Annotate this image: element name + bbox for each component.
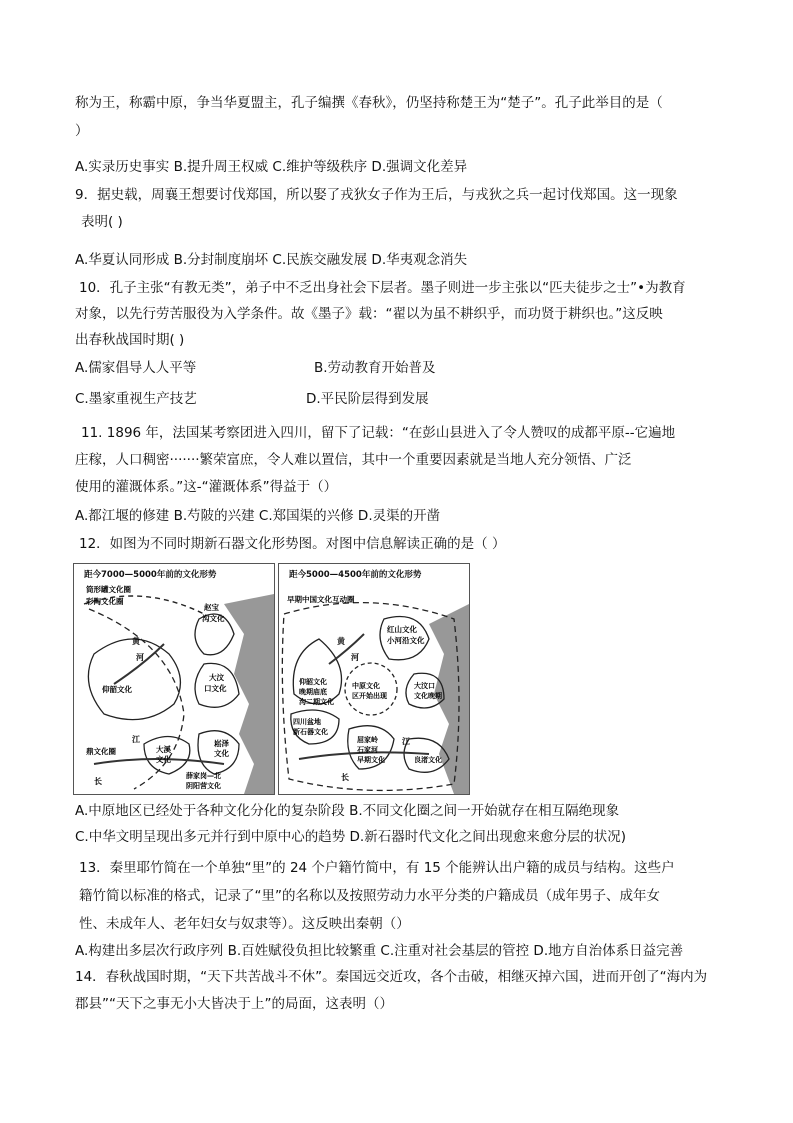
q12-options-cd: C.中华文明呈现出多元并行到中原中心的趋势 D.新石器时代文化之间出现愈来愈分层的状况)	[75, 829, 626, 845]
map1-label: 江	[132, 735, 140, 744]
q10-stem-line1: 10．孔子主张“有教无类”，弟子中不乏出身社会下层者。墨子则进一步主张以“匹夫徒步之士”•为教育	[79, 280, 686, 296]
map2-label: 四川盆地	[293, 718, 321, 726]
q11-stem-line2: 庄稼，人口稠密·······繁荣富庶，令人难以置信，其中一个重要因素就是当地人充分领悟、广泛	[75, 452, 632, 468]
map2-label: 仰韶文化	[299, 678, 327, 686]
q13-stem-line2: 籍竹简以标准的格式，记录了“里”的名称以及按照劳动力水平分类的户籍成员（成年男子、成年女	[79, 888, 660, 904]
q10-option-d: D.平民阶层得到发展	[306, 391, 429, 407]
map2-label: 早期文化	[357, 756, 385, 764]
map2-label: 良渚文化	[414, 756, 442, 764]
map1-label: 河	[136, 653, 144, 662]
q12-options-ab: A.中原地区已经处于各种文化分化的复杂阶段 B.不同文化圈之间一开始就存在相互隔绝现象	[75, 803, 620, 819]
map-5000-4500	[278, 563, 470, 795]
map2-label: 黄	[337, 637, 345, 646]
map2-label: 文化晚期	[414, 692, 442, 700]
q11-stem-line1: 11. 1896 年，法国某考察团进入四川，留下了记载：“在彭山县进入了令人赞叹的成都平原--它遍地	[81, 425, 676, 441]
q10-option-a: A.儒家倡导人人平等	[75, 360, 197, 376]
q8-stem-line2: ）	[75, 123, 89, 139]
map2-label: 大汶口	[414, 682, 435, 690]
map1-label: 文化	[214, 749, 229, 758]
map2-label: 长	[341, 773, 349, 782]
q10-stem-line3: 出春秋战国时期( )	[75, 332, 185, 348]
map1-label: 大汶	[209, 673, 224, 682]
map2-label: 江	[402, 737, 410, 746]
q10-stem-line2: 对象，以先行劳苦服役为入学条件。故《墨子》载：“翟以为虽不耕织乎，而功贤于耕织也。”这反映	[75, 306, 663, 322]
q8-stem-line1: 称为王，称霸中原，争当华夏盟主，孔子编撰《春秋》，仍坚持称楚王为“楚子”。孔子此举目的是（	[75, 95, 663, 111]
q13-stem-line1: 13．秦里耶竹简在一个单独“里”的 24 个户籍竹简中，有 15 个能辨认出户籍的成员与结构。这些户	[79, 860, 675, 876]
q11-stem-line3: 使用的灌溉体系。”这-“灌溉体系”得益于（）	[75, 479, 338, 495]
q10-option-b: B.劳动教育开始普及	[314, 360, 436, 376]
q13-options: A.构建出多层次行政序列 B.百姓赋役负担比较繁重 C.注重对社会基层的管控 D.地方自治体系日益完善	[75, 943, 684, 959]
map2-label: 区开始出现	[352, 692, 387, 700]
map1-label: 彩陶文化圈	[86, 597, 124, 606]
q9-stem-line1: 9．据史载，周襄王想要讨伐郑国，所以娶了戎狄女子作为王后，与戎狄之兵一起讨伐郑国。这一现象	[75, 187, 678, 203]
q8-options: A.实录历史事实 B.提升周王权威 C.维护等级秩序 D.强调文化差异	[75, 159, 468, 175]
q9-stem-line2: 表明( )	[81, 214, 123, 230]
map-7000-5000	[73, 563, 275, 795]
map2-label: 沟二期文化	[299, 698, 334, 706]
map2-label: 早期中国文化互动圈	[287, 595, 355, 604]
map2-drawing	[279, 564, 469, 794]
map2-label: 屈家岭	[357, 736, 378, 744]
map1-label: 薛家岗—北	[186, 772, 221, 780]
map2-label: 河	[351, 653, 359, 662]
map2-label: 中原文化	[352, 682, 380, 690]
map1-label: 大溪	[156, 745, 171, 754]
map1-drawing	[74, 564, 274, 794]
q9-options: A.华夏认同形成 B.分封制度崩坏 C.民族交融发展 D.华夷观念消失	[75, 252, 468, 268]
map1-label: 筒形罐文化圈	[86, 585, 131, 594]
map2-label: 晚期庙底	[299, 688, 327, 696]
map2-label: 新石器文化	[293, 728, 328, 736]
map2-label: 红山文化	[387, 625, 417, 634]
q10-option-c: C.墨家重视生产技艺	[75, 391, 197, 407]
q12-stem: 12．如图为不同时期新石器文化形势图。对图中信息解读正确的是（ ）	[79, 536, 506, 552]
map2-title: 距今5000—4500年前的文化形势	[289, 570, 422, 580]
map1-label: 仰韶文化	[102, 685, 132, 694]
q14-stem-line1: 14．春秋战国时期，“天下共苦战斗不休”。秦国远交近攻，各个击破，相继灭掉六国，进而开创了“海内为	[75, 969, 708, 985]
map1-label: 阴阳营文化	[186, 782, 221, 790]
map2-label: 石家河	[357, 746, 378, 754]
map2-label: 小河沿文化	[387, 636, 425, 645]
q14-stem-line2: 郡县”“天下之事无小大皆决于上”的局面，这表明（）	[75, 996, 393, 1012]
map1-label: 长	[94, 777, 102, 786]
map1-label: 鼎文化圈	[86, 747, 116, 756]
q11-options: A.都江堰的修建 B.芍陂的兴建 C.郑国渠的兴修 D.灵渠的开凿	[75, 508, 441, 524]
map1-label: 崧泽	[214, 739, 229, 748]
map1-label: 黄	[132, 637, 140, 646]
map1-label: 文化	[156, 755, 171, 764]
q12-maps	[73, 563, 475, 793]
map1-label: 赵宝	[204, 603, 219, 612]
q13-stem-line3: 性、未成年人、老年妇女与奴隶等）。这反映出秦朝（）	[79, 916, 410, 932]
map1-label: 沟文化	[202, 614, 225, 623]
map1-title: 距今7000—5000年前的文化形势	[84, 570, 217, 580]
map1-label: 口文化	[204, 684, 227, 693]
